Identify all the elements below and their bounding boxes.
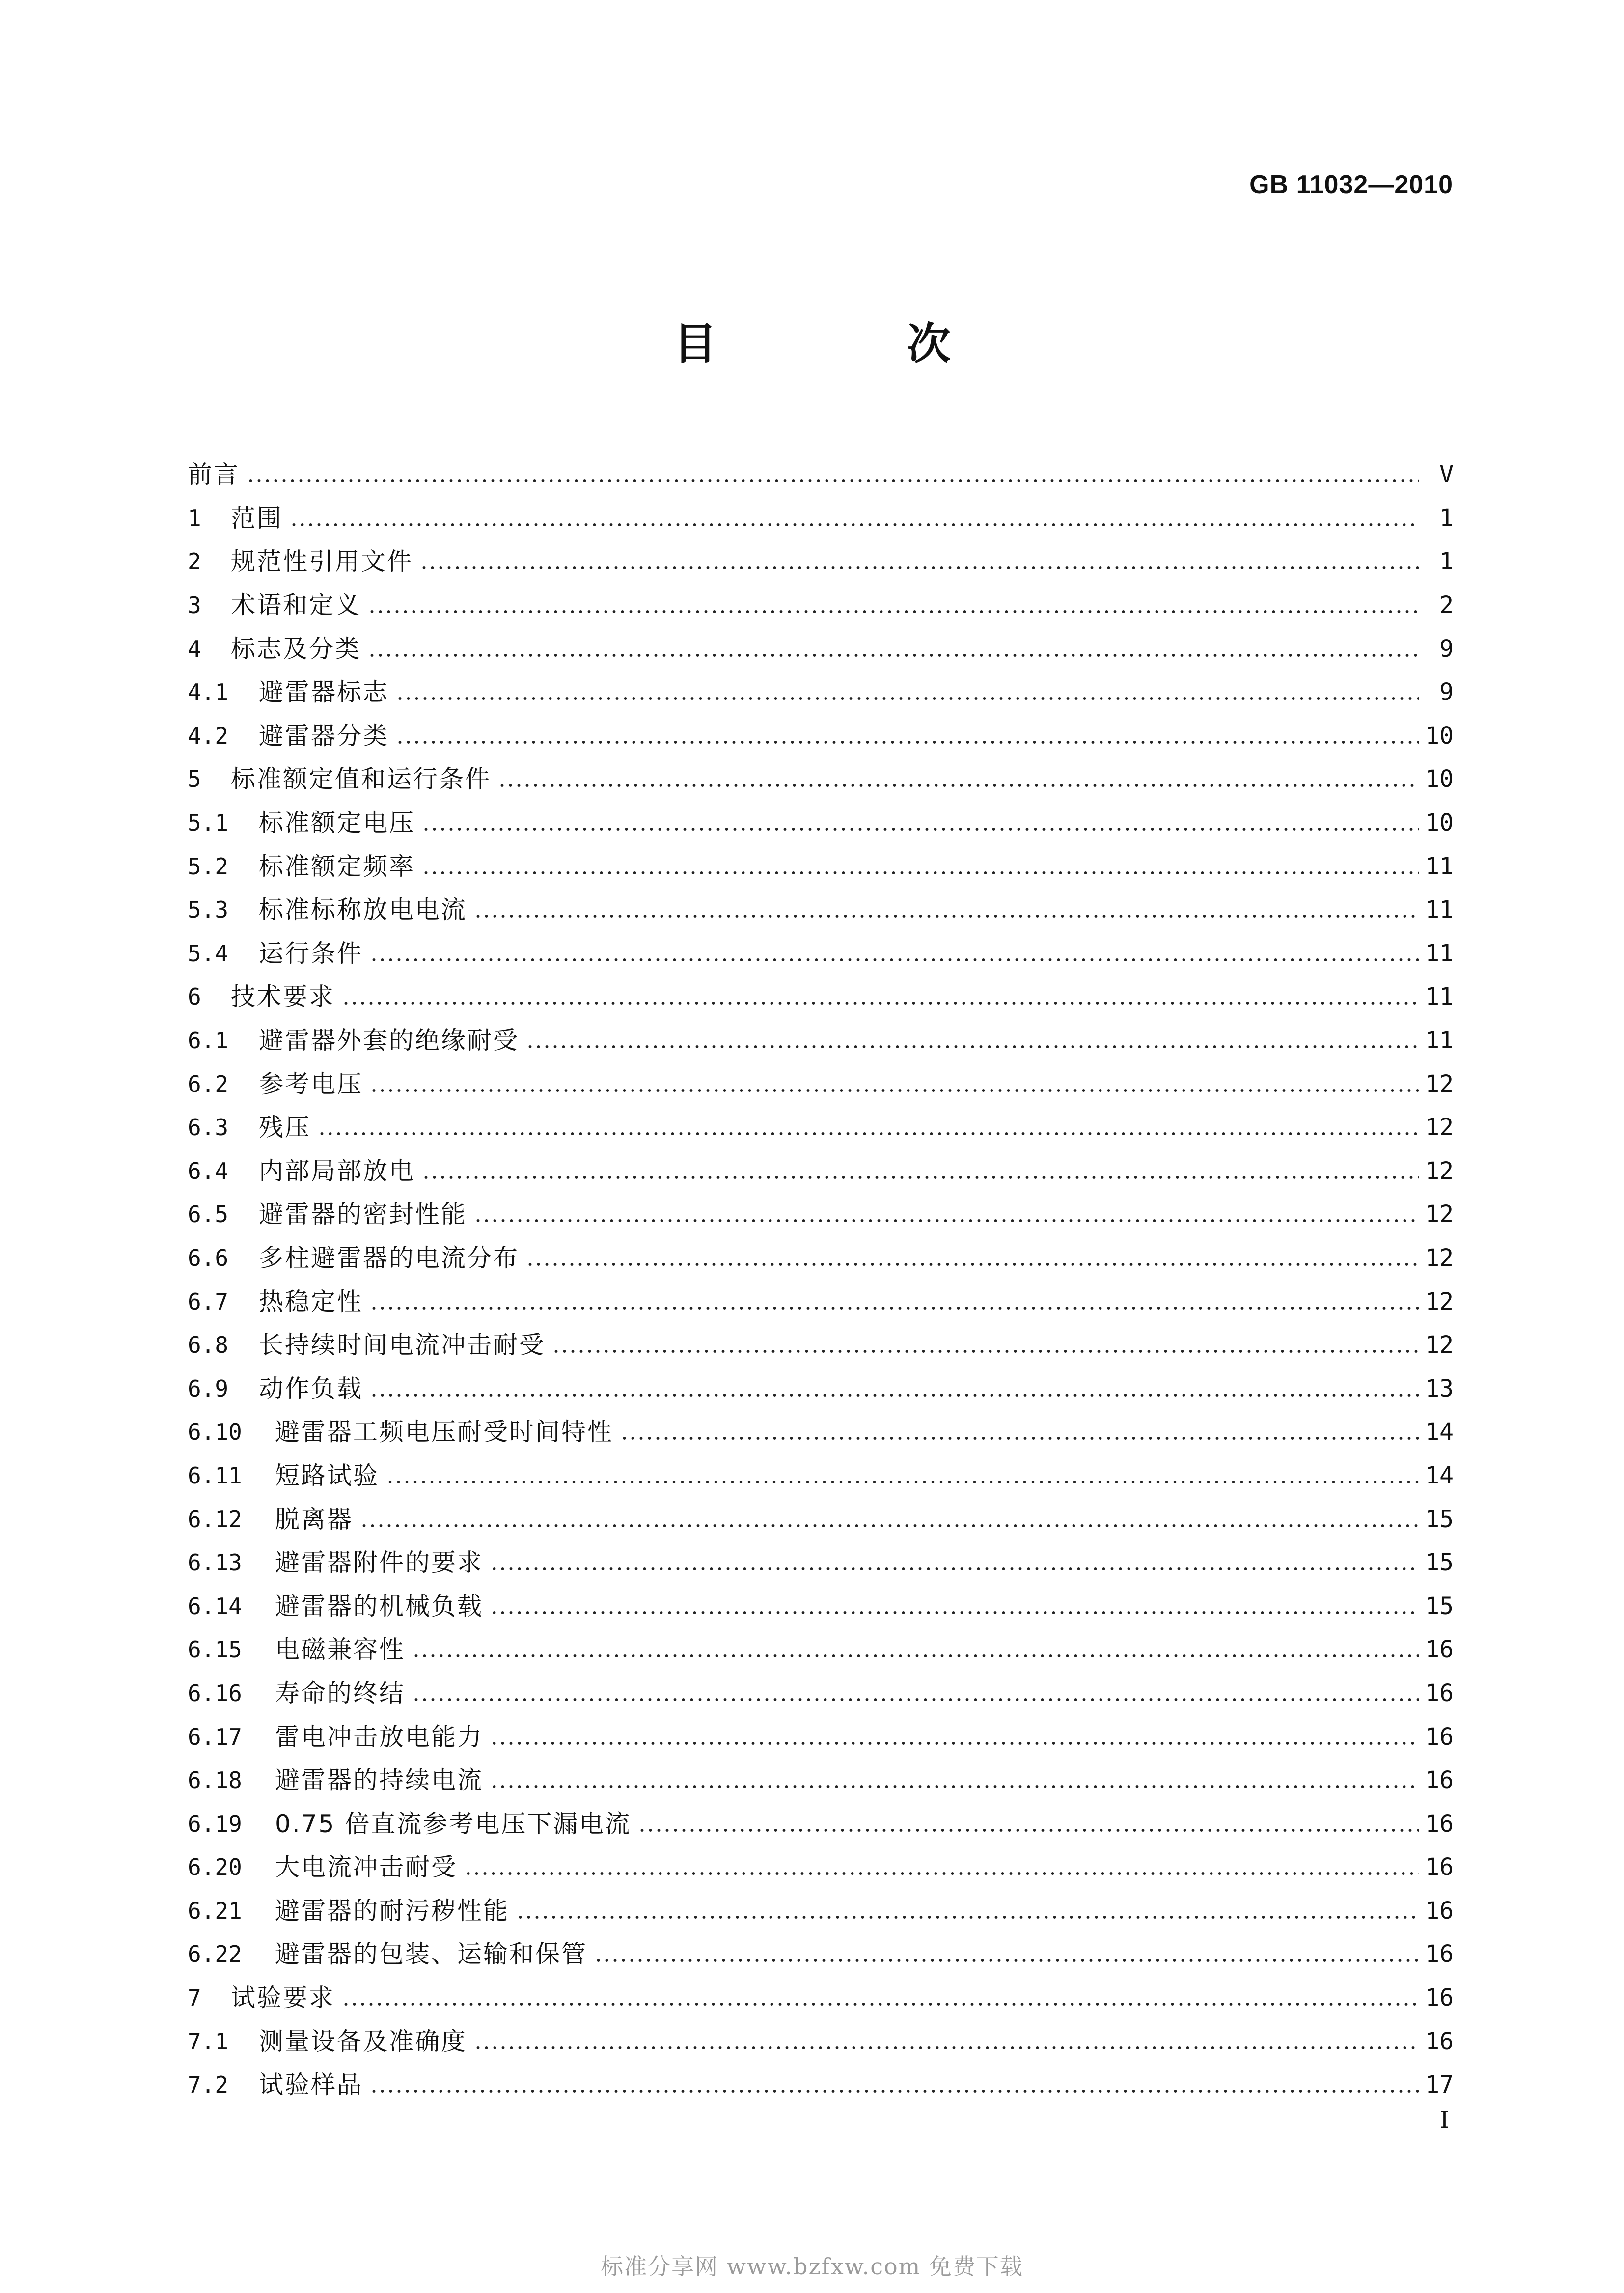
toc-entry-page: 11 [1425,939,1454,967]
toc-entry-title: 短路试验 [275,1461,379,1490]
toc-entry[interactable] [188,1846,1454,1889]
toc-entry-page: 10 [1425,765,1454,793]
toc-dot-leader [422,870,1419,875]
toc-entry-page: 1 [1439,548,1454,576]
toc-entry[interactable] [188,1062,1454,1106]
toc-entry-page: 12 [1425,1070,1454,1098]
toc-entry[interactable] [188,1802,1454,1846]
page-title: 目 次 [673,318,1024,369]
toc-entry-page: 12 [1425,1201,1454,1229]
watermark-text: 标准分享网 www.bzfxw.com 免费下载 [601,2253,1023,2280]
toc-dot-leader [490,1741,1419,1746]
toc-dot-leader [638,1828,1419,1833]
toc-dot-leader [412,1697,1419,1702]
toc-entry-number: 4.2 [188,722,229,749]
toc-dot-leader [396,696,1419,701]
toc-entry[interactable] [188,888,1454,932]
toc-entry-page: 11 [1425,852,1454,880]
page-number: I [1440,2106,1449,2134]
toc-entry-page: 15 [1425,1549,1454,1577]
toc-dot-leader [290,522,1419,527]
toc-dot-leader [498,783,1419,788]
toc-dot-leader [342,2002,1419,2007]
toc-entry[interactable] [188,1193,1454,1236]
toc-entry-page: 2 [1439,591,1454,619]
toc-entry-number: 3 [188,592,201,619]
toc-dot-leader [490,1784,1419,1789]
toc-dot-leader [370,1088,1419,1093]
toc-entry-number: 5 [188,766,201,793]
toc-entry[interactable] [188,844,1454,888]
toc-dot-leader [368,609,1419,614]
toc-entry-page: 12 [1425,1331,1454,1359]
toc-entry-page: 13 [1425,1374,1454,1402]
toc-entry[interactable] [188,671,1454,714]
toc-entry-page: 16 [1425,1984,1454,2012]
toc-entry[interactable] [188,714,1454,758]
toc-entry[interactable] [188,757,1454,801]
toc-entry[interactable] [188,932,1454,976]
toc-entry-title: 测量设备及准确度 [259,2027,467,2056]
toc-entry-page: 16 [1425,1723,1454,1751]
toc-dot-leader [370,1306,1419,1311]
toc-dot-leader [552,1349,1419,1354]
toc-entry-title: 脱离器 [275,1505,353,1534]
toc-entry-page: 16 [1425,1810,1454,1838]
toc-entry[interactable] [188,1367,1454,1410]
toc-entry-title: 避雷器分类 [259,721,389,750]
toc-entry-title: 避雷器的密封性能 [259,1200,467,1229]
toc-entry-number: 6.22 [188,1941,242,1968]
toc-entry-number: 6.10 [188,1419,242,1446]
toc-entry-number: 5.2 [188,853,229,880]
toc-dot-leader [342,1001,1419,1006]
toc-entry-title: 标准标称放电电流 [259,895,467,924]
toc-entry-page: 9 [1439,678,1454,706]
toc-entry-page: 16 [1425,1940,1454,1968]
toc-entry[interactable] [188,2019,1454,2063]
toc-entry-title: 寿命的终结 [275,1678,405,1707]
toc-entry-number: 6.9 [188,1375,229,1402]
toc-entry-title: 避雷器标志 [259,678,389,707]
toc-entry-title: 避雷器的耐污秽性能 [275,1896,509,1925]
toc-entry-page: 15 [1425,1505,1454,1533]
toc-dot-leader [422,1175,1419,1180]
toc-entry[interactable] [188,1106,1454,1149]
toc-entry-title: 避雷器的机械负载 [275,1592,483,1621]
standard-code: GB 11032—2010 [1249,170,1453,199]
toc-entry-number: 6.16 [188,1679,242,1706]
toc-dot-leader [526,1044,1419,1049]
toc-entry-number: 6.5 [188,1201,229,1228]
toc-entry-page: 15 [1425,1592,1454,1620]
toc-dot-leader [474,914,1419,919]
toc-entry-number: 6.6 [188,1244,229,1271]
toc-entry[interactable] [188,1628,1454,1672]
toc-entry-number: 6.8 [188,1332,229,1359]
toc-entry-title: 避雷器附件的要求 [275,1548,483,1577]
toc-entry[interactable] [188,1889,1454,1933]
toc-entry-title: 雷电冲击放电能力 [275,1722,483,1751]
toc-dot-leader [526,1262,1419,1267]
toc-entry-page: 11 [1425,896,1454,924]
table-of-contents [188,453,1454,2107]
toc-entry-title: 术语和定义 [231,591,361,620]
toc-entry-title: 规范性引用文件 [231,547,413,576]
toc-entry-number: 6.18 [188,1767,242,1794]
toc-entry-page: 16 [1425,1897,1454,1925]
toc-entry[interactable] [188,497,1454,540]
toc-entry-title: 前言 [188,460,240,489]
toc-entry-title: 标准额定电压 [259,809,415,838]
toc-entry-page: 16 [1425,1766,1454,1794]
toc-entry-number: 6.2 [188,1070,229,1097]
toc-entry-number: 6.14 [188,1593,242,1620]
toc-entry-title: 内部局部放电 [259,1156,415,1185]
toc-dot-leader [318,1131,1419,1136]
toc-entry[interactable] [188,1019,1454,1063]
toc-entry-title: 避雷器的持续电流 [275,1766,483,1795]
toc-entry[interactable] [188,453,1454,497]
toc-entry-page: 12 [1425,1287,1454,1315]
toc-entry-number: 1 [188,504,201,531]
toc-entry-number: 6.7 [188,1288,229,1315]
toc-entry-number: 6.3 [188,1114,229,1141]
toc-entry-page: 16 [1425,2027,1454,2055]
toc-entry-number: 6.11 [188,1462,242,1489]
toc-entry-page: 14 [1425,1418,1454,1446]
toc-entry-number: 4.1 [188,679,229,706]
toc-dot-leader [516,1915,1419,1920]
toc-entry-page: 12 [1425,1244,1454,1272]
toc-entry-title: 试验要求 [231,1984,335,2013]
toc-entry[interactable] [188,540,1454,584]
toc-entry-title: 残压 [259,1113,311,1142]
toc-entry-page: 10 [1425,809,1454,837]
toc-entry-number: 7.2 [188,2071,229,2098]
toc-entry-page: 16 [1425,1853,1454,1881]
toc-entry-title: 运行条件 [259,939,363,968]
toc-entry-title: 试验样品 [259,2070,363,2099]
toc-entry-title: 标志及分类 [231,634,361,663]
toc-entry-page: 12 [1425,1114,1454,1142]
toc-entry-number: 6.12 [188,1506,242,1533]
toc-entry-page: 9 [1439,635,1454,663]
toc-dot-leader [360,1523,1419,1528]
toc-dot-leader [620,1436,1419,1441]
toc-dot-leader [247,478,1419,483]
toc-entry-number: 6 [188,983,201,1010]
toc-entry-title: 长持续时间电流冲击耐受 [259,1331,545,1360]
toc-entry[interactable] [188,1236,1454,1280]
toc-entry-number: 6.13 [188,1549,242,1576]
toc-entry-number: 5.1 [188,810,229,837]
toc-dot-leader [422,827,1419,832]
toc-entry[interactable] [188,1323,1454,1367]
toc-entry-number: 6.15 [188,1636,242,1663]
toc-entry-page: 11 [1425,983,1454,1011]
toc-entry-title: 标准额定值和运行条件 [231,765,491,794]
toc-dot-leader [464,1871,1419,1876]
toc-entry-number: 6.4 [188,1157,229,1184]
toc-entry[interactable] [188,627,1454,671]
toc-dot-leader [490,1566,1419,1571]
toc-dot-leader [370,2089,1419,2094]
toc-entry[interactable] [188,1759,1454,1802]
toc-entry[interactable] [188,1932,1454,1976]
toc-entry-page: 10 [1425,722,1454,750]
toc-entry[interactable] [188,1410,1454,1454]
toc-entry-number: 2 [188,548,201,575]
toc-dot-leader [386,1480,1419,1484]
toc-dot-leader [420,565,1419,570]
toc-dot-leader [370,1393,1419,1398]
toc-entry-title: 技术要求 [231,982,335,1011]
toc-entry-title: 动作负载 [259,1374,363,1403]
toc-entry-title: 多柱避雷器的电流分布 [259,1243,519,1272]
toc-entry[interactable] [188,1280,1454,1323]
toc-entry-page: 12 [1425,1157,1454,1185]
toc-entry-number: 6.1 [188,1027,229,1054]
toc-entry-number: 5.4 [188,940,229,967]
toc-entry-number: 6.19 [188,1810,242,1837]
toc-entry[interactable] [188,1454,1454,1498]
toc-dot-leader [474,1218,1419,1223]
toc-entry-number: 7 [188,1985,201,2012]
toc-entry-number: 4 [188,635,201,662]
toc-entry-page: V [1439,461,1454,489]
toc-entry-number: 6.17 [188,1723,242,1750]
toc-entry-page: 16 [1425,1636,1454,1664]
toc-entry[interactable] [188,584,1454,627]
toc-entry-page: 17 [1425,2071,1454,2099]
toc-entry-title: 标准额定频率 [259,852,415,881]
toc-entry[interactable] [188,1715,1454,1759]
toc-entry-title: 0.75 倍直流参考电压下漏电流 [275,1809,632,1838]
toc-entry[interactable] [188,975,1454,1019]
toc-entry-title: 避雷器工频电压耐受时间特性 [275,1418,613,1447]
toc-entry-page: 1 [1439,504,1454,532]
toc-entry-number: 6.20 [188,1854,242,1881]
toc-dot-leader [396,740,1419,745]
toc-entry-title: 避雷器的包装、运输和保管 [275,1940,587,1969]
toc-entry-number: 7.1 [188,2028,229,2055]
toc-entry-title: 避雷器外套的绝缘耐受 [259,1026,519,1055]
toc-entry-page: 11 [1425,1027,1454,1055]
toc-dot-leader [490,1610,1419,1615]
toc-entry[interactable] [188,2063,1454,2107]
toc-entry-title: 参考电压 [259,1069,363,1098]
toc-entry-number: 5.3 [188,896,229,923]
toc-dot-leader [368,653,1419,658]
toc-entry[interactable] [188,1672,1454,1715]
toc-entry[interactable] [188,1541,1454,1585]
toc-dot-leader [370,957,1419,962]
toc-entry-page: 14 [1425,1461,1454,1489]
toc-entry-number: 6.21 [188,1897,242,1924]
toc-entry-title: 大电流冲击耐受 [275,1853,457,1882]
toc-entry[interactable] [188,1976,1454,2020]
toc-entry-page: 16 [1425,1679,1454,1707]
toc-entry-title: 热稳定性 [259,1287,363,1316]
toc-dot-leader [594,1958,1419,1963]
toc-entry[interactable] [188,1497,1454,1541]
toc-dot-leader [412,1653,1419,1658]
toc-entry[interactable] [188,1584,1454,1628]
toc-dot-leader [474,2045,1419,2050]
toc-entry[interactable] [188,1149,1454,1193]
toc-entry-title: 范围 [231,503,283,532]
toc-entry-title: 电磁兼容性 [275,1635,405,1664]
toc-entry[interactable] [188,801,1454,845]
